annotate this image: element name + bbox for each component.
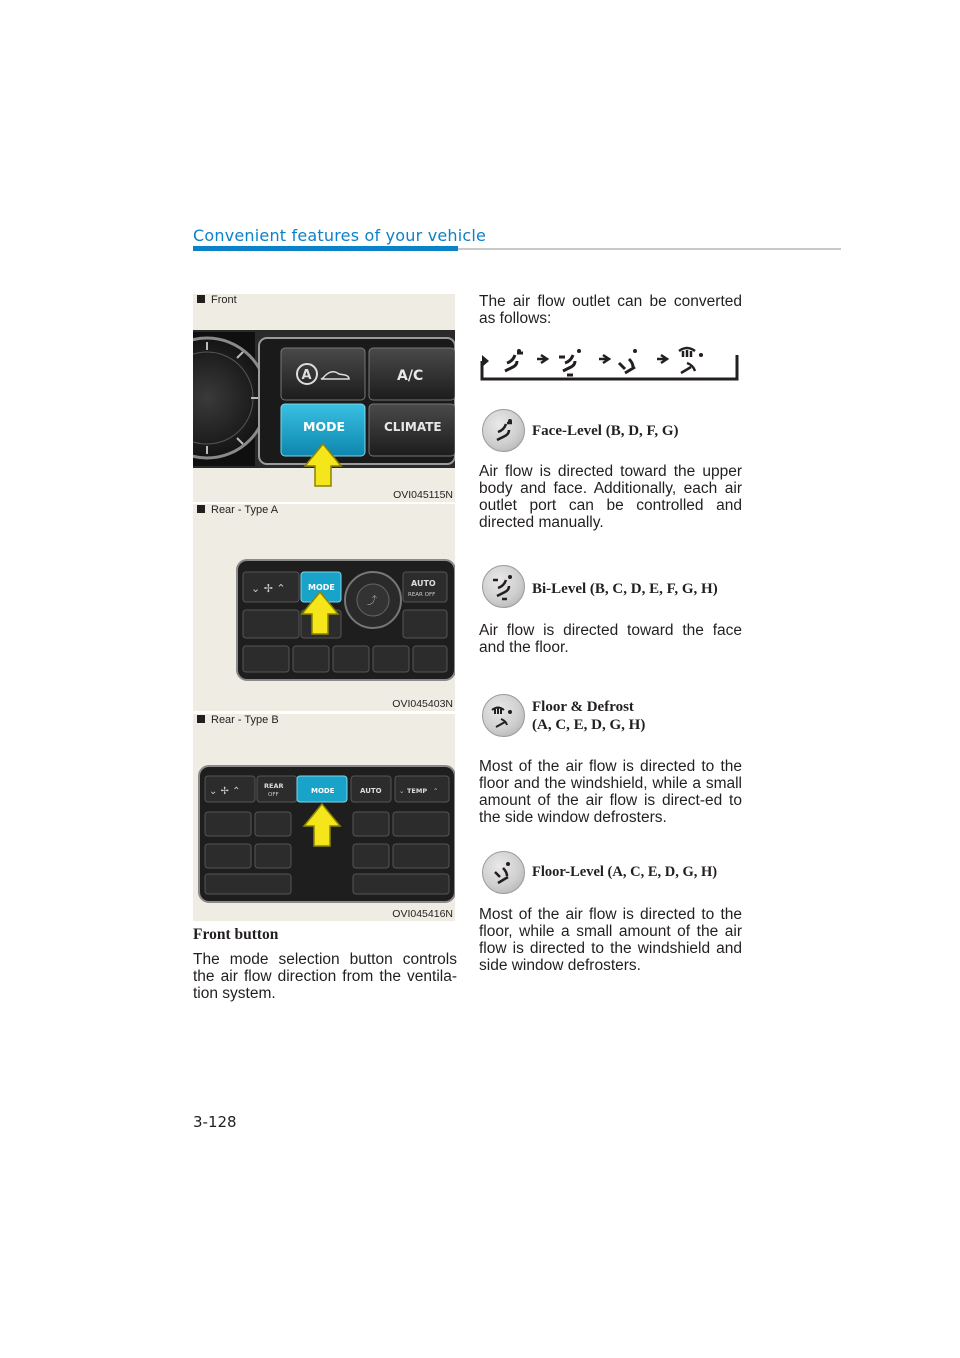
figure-front [193, 294, 455, 502]
floor-defrost-icon [482, 694, 525, 737]
figure-label: Front [197, 294, 237, 306]
header-rule [458, 248, 841, 250]
front-control-panel-illustration [193, 294, 455, 502]
off-label: OFF [268, 792, 279, 798]
arrow-right-icon [657, 355, 667, 363]
auto-button-label: AUTO [360, 787, 382, 795]
svg-text:⌃: ⌃ [433, 787, 439, 795]
floor-defrost-description: Most of the air flow is directed to the floor and the windshield, while a small amount of the air flow is direct-ed to the side window defrosters. [479, 758, 742, 826]
figure-code: OVI045416N [392, 908, 453, 920]
rear-off-label: REAR OFF [408, 592, 436, 598]
floor-level-title: Floor-Level (A, C, E, D, G, H) [532, 864, 718, 880]
figure-label: Rear - Type A [197, 504, 278, 516]
temp-button-label: TEMP [407, 787, 428, 795]
figure-rear-type-a [193, 504, 455, 711]
bi-level-icon [482, 565, 525, 608]
airflow-sequence-diagram [479, 341, 741, 385]
arrow-right-icon [537, 355, 547, 363]
floor-level-icon [482, 851, 525, 894]
ac-button-label: A/C [397, 368, 424, 384]
mode-button-label: MODE [308, 583, 335, 592]
floor-level-icon [619, 349, 637, 373]
floor-defrost-title-line2: (A, C, E, D, G, H) [532, 717, 646, 733]
bi-level-title: Bi-Level (B, C, D, E, F, G, H) [532, 581, 718, 597]
svg-text:⤴: ⤴ [367, 596, 377, 607]
figure-code: OVI045403N [392, 698, 453, 710]
header-rule-accent [193, 246, 458, 251]
bi-level-description: Air flow is directed toward the face and the floor. [479, 622, 742, 656]
mode-button-label: MODE [303, 419, 345, 434]
page-number: 3-128 [193, 1113, 237, 1131]
floor-defrost-title-line1: Floor & Defrost [532, 699, 634, 715]
intro-paragraph: The air flow outlet can be converted as follows: [479, 293, 742, 327]
front-button-paragraph: The mode selection button controls the air flow direction from the ventila-tion system. [193, 951, 457, 1002]
section-title: Convenient features of your vehicle [193, 226, 487, 245]
figure-label: Rear - Type B [197, 714, 279, 726]
climate-button-label: CLIMATE [384, 420, 442, 434]
figure-code: OVI045115N [393, 489, 453, 501]
bi-level-icon [559, 349, 581, 375]
face-level-icon [482, 409, 525, 452]
svg-text:A: A [301, 368, 312, 383]
arrow-right-icon [599, 355, 609, 363]
rear-type-b-panel-illustration [193, 714, 455, 921]
mode-button-label: MODE [311, 787, 335, 795]
floor-defrost-title [532, 698, 645, 734]
front-button-heading: Front button [193, 926, 279, 943]
face-level-description: Air flow is directed toward the upper body and face. Additionally, each air outlet port can be controlled and directed manually. [479, 463, 742, 531]
svg-text:⌄ ✢ ⌃: ⌄ ✢ ⌃ [251, 582, 286, 595]
floor-defrost-icon [679, 348, 703, 373]
figure-rear-type-b [193, 714, 455, 921]
auto-button-label: AUTO [411, 579, 436, 588]
rear-type-a-panel-illustration [193, 504, 455, 711]
face-level-icon [505, 349, 523, 371]
rear-button-label: REAR [264, 782, 284, 790]
svg-text:⌄ ✢ ⌃: ⌄ ✢ ⌃ [209, 786, 241, 797]
floor-level-description: Most of the air flow is directed to the floor, while a small amount of the air flow is directed to the windshield and side window defrosters. [479, 906, 742, 974]
face-level-title: Face-Level (B, D, F, G) [532, 423, 679, 439]
svg-text:⌄: ⌄ [399, 787, 405, 795]
